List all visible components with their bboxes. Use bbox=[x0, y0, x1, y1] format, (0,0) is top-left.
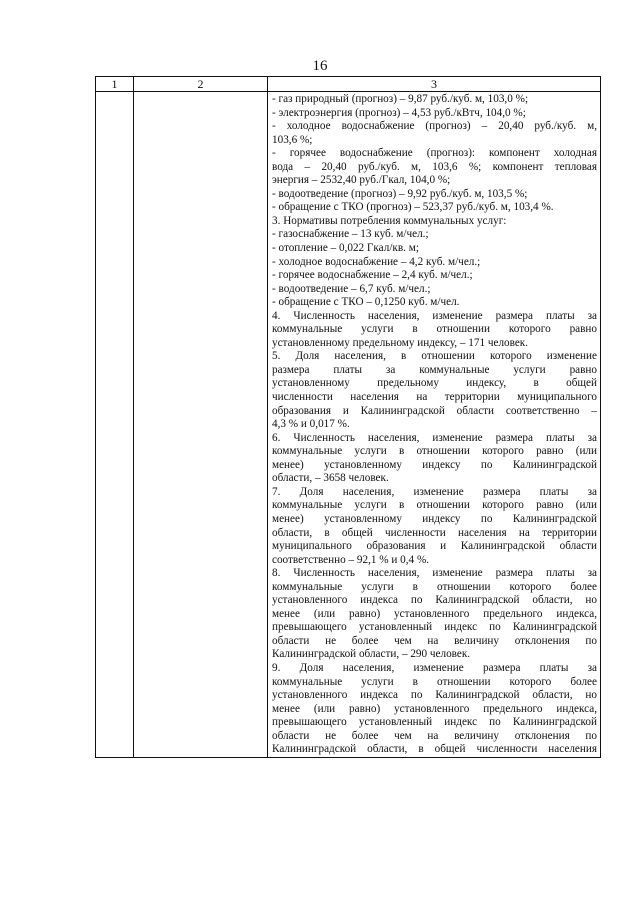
text-line: 3. Нормативы потребления коммунальных услуг: bbox=[272, 214, 507, 227]
text-line: - обращение с ТКО (прогноз) – 523,37 руб./куб. м, 103,4 %. bbox=[272, 201, 554, 214]
text-line: 103,6 %; bbox=[272, 133, 313, 146]
text-line: муниципального образования и Калининградской области bbox=[272, 540, 597, 553]
text-line: области не более чем на величину отклонения по bbox=[272, 634, 597, 647]
table-header-row bbox=[96, 77, 601, 92]
text-line: 9. Доля населения, изменение размера платы за bbox=[272, 661, 597, 674]
text-line: коммунальные услуги в отношении которого более bbox=[272, 675, 597, 688]
text-line: установленного индекса по Калининградской области, но bbox=[272, 594, 597, 607]
text-line: коммунальные услуги в отношении которого равно (или bbox=[272, 499, 597, 512]
text-line: превышающего установленный индекс по Калининградской bbox=[272, 621, 597, 634]
text-line: численности населения на территории муниципального bbox=[272, 391, 597, 404]
text-line: вода – 20,40 руб./куб. м, 103,6 %; компонент тепловая bbox=[272, 160, 597, 173]
column-header-1: 1 bbox=[96, 77, 134, 92]
text-line: менее (или равно) установленного предельного индекса, bbox=[272, 702, 597, 715]
text-line: - водоотведение – 6,7 куб. м/чел.; bbox=[272, 282, 431, 295]
text-line: - электроэнергия (прогноз) – 4,53 руб./кВтч, 104,0 %; bbox=[272, 106, 526, 119]
text-line: - водоотведение (прогноз) – 9,92 руб./куб. м, 103,5 %; bbox=[272, 187, 528, 200]
text-line: 7. Доля населения, изменение размера платы за bbox=[272, 485, 597, 498]
text-line: - отопление – 0,022 Гкал/кв. м; bbox=[272, 242, 419, 255]
text-line: коммунальные услуги в отношении которого равно bbox=[272, 323, 597, 336]
text-line: установленного индекса по Калининградской области, но bbox=[272, 689, 597, 702]
text-line: области, – 3658 человек. bbox=[272, 472, 389, 485]
text-line: - холодное водоснабжение (прогноз) – 20,40 руб./куб. м, bbox=[272, 120, 597, 133]
text-line: Калининградской области, в общей численности населения bbox=[272, 743, 597, 756]
text-line: - газ природный (прогноз) – 9,87 руб./куб. м, 103,0 %; bbox=[272, 93, 529, 105]
text-line: размера платы за коммунальные услуги равно bbox=[272, 363, 597, 376]
text-line: 6. Численность населения, изменение размера платы за bbox=[272, 431, 597, 444]
text-line: 8. Численность населения, изменение размера платы за bbox=[272, 567, 597, 580]
text-line: менее (или равно) установленного предельного индекса, bbox=[272, 607, 597, 620]
text-line: менее) установленному индексу по Калининградской bbox=[272, 512, 597, 525]
text-line: превышающего установленный индекс по Калининградской bbox=[272, 716, 597, 729]
text-line: энергия – 2532,40 руб./Гкал, 104,0 %; bbox=[272, 174, 451, 187]
document-table bbox=[95, 76, 601, 758]
text-line: - газоснабжение – 13 куб. м/чел.; bbox=[272, 228, 429, 241]
column-header-3: 3 bbox=[268, 77, 601, 92]
text-line: соответственно – 92,1 % и 0,4 %. bbox=[272, 553, 430, 566]
text-line: менее) установленному индексу по Калининградской bbox=[272, 458, 597, 471]
text-line: - горячее водоснабжение – 2,4 куб. м/чел.; bbox=[272, 269, 473, 282]
cell-col-1 bbox=[96, 92, 134, 758]
text-line: установленному предельному индексу, в общей bbox=[272, 377, 597, 390]
text-line: - холодное водоснабжение – 4,2 куб. м/чел.; bbox=[272, 255, 481, 268]
column-header-2: 2 bbox=[134, 77, 268, 92]
text-line: 4,3 % и 0,017 %. bbox=[272, 418, 350, 431]
text-line: Калининградской области, – 290 человек. bbox=[272, 648, 471, 661]
text-line: - горячее водоснабжение (прогноз): компонент холодная bbox=[272, 147, 597, 160]
text-line: - обращение с ТКО – 0,1250 куб. м/чел. bbox=[272, 296, 460, 309]
text-line: образования и Калининградской области соответственно – bbox=[272, 404, 597, 417]
text-line: установленному предельному индексу, – 171 человек. bbox=[272, 336, 529, 349]
text-line: области, в общей численности населения на территории bbox=[272, 526, 597, 539]
cell-col-2 bbox=[134, 92, 268, 758]
table-row bbox=[96, 92, 601, 758]
cell-col-3-text bbox=[268, 92, 601, 758]
text-line: 4. Численность населения, изменение размера платы за bbox=[272, 309, 597, 322]
page-number: 16 bbox=[312, 58, 328, 74]
text-line: области не более чем на величину отклонения по bbox=[272, 729, 597, 742]
text-line: коммунальные услуги в отношении которого равно (или bbox=[272, 445, 597, 458]
text-line: 5. Доля населения, в отношении которого изменение bbox=[272, 350, 597, 363]
text-line: коммунальные услуги в отношении которого более bbox=[272, 580, 597, 593]
